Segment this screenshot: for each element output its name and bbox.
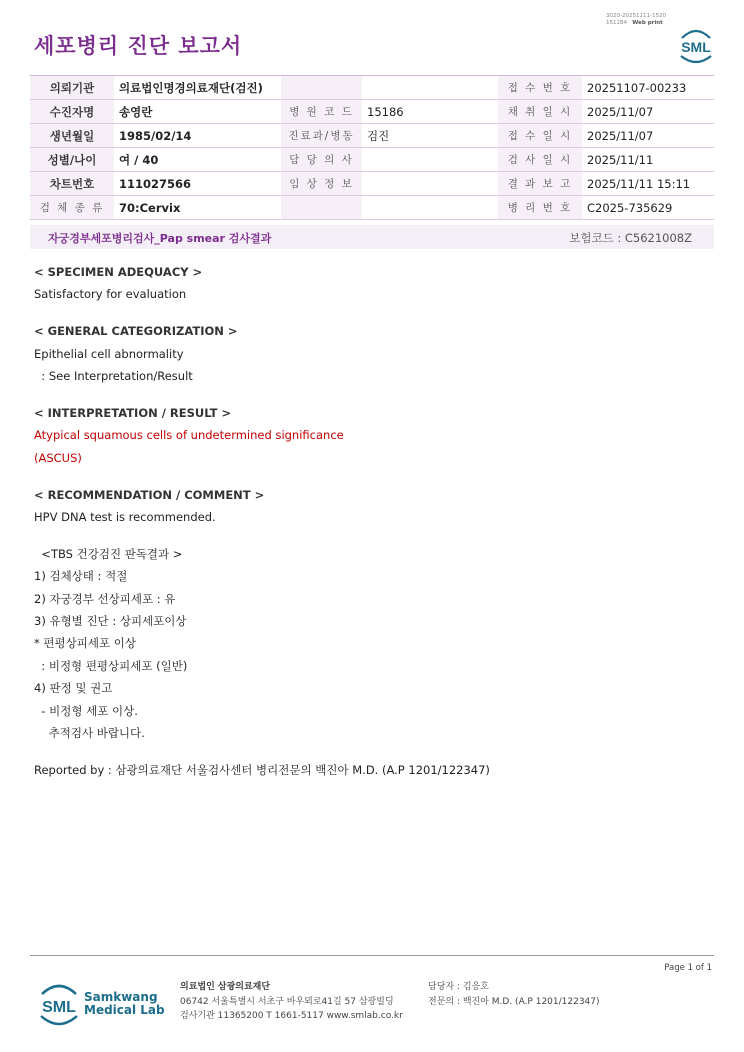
info-value: 검진: [362, 124, 498, 148]
exam-title: 자궁경부세포병리검사_Pap smear 검사결과: [48, 232, 272, 245]
info-value: [362, 76, 498, 100]
report-body: [34, 261, 714, 781]
info-value: 1985/02/14: [114, 124, 281, 148]
patient-info-table: [30, 75, 714, 220]
tbs-line-5: : 비정형 편평상피세포 (일반): [34, 658, 188, 673]
info-value: [362, 172, 498, 196]
footer-logo-text: SML: [42, 999, 76, 1016]
tbs-line-2: 2) 자궁경부 선상피세포 : 유: [34, 591, 176, 606]
info-label: 생년월일: [30, 124, 114, 148]
info-label: 접 수 번 호: [498, 76, 582, 100]
info-label: 성별/나이: [30, 148, 114, 172]
info-value: 여 / 40: [114, 148, 281, 172]
footer-staff-info: [428, 980, 600, 1009]
info-row: [30, 100, 714, 124]
info-label: 진료과/병동: [281, 124, 362, 148]
footer-org-info: [180, 980, 403, 1024]
info-value: 2025/11/07: [582, 100, 714, 124]
info-label: 차트번호: [30, 172, 114, 196]
brand-line-2: Medical Lab: [84, 1003, 165, 1017]
adequacy-text: Satisfactory for evaluation: [34, 287, 187, 302]
info-value: [362, 148, 498, 172]
logo-text: SML: [681, 39, 711, 55]
info-value: C2025-735629: [582, 196, 714, 220]
info-label: 병 원 코 드: [281, 100, 362, 124]
general-text-2: : See Interpretation/Result: [34, 369, 193, 384]
footer-contact: 검사기관 11365200 T 1661-5117 www.smlab.co.kr: [180, 1011, 403, 1021]
info-row: [30, 124, 714, 148]
info-label: 검 사 일 시: [498, 148, 582, 172]
info-row: [30, 76, 714, 100]
reported-by: Reported by : 삼광의료재단 서울검사센터 병리전문의 백진아 M.D. (A.P 1201/122347): [34, 762, 490, 777]
document-id: [606, 13, 666, 27]
info-label: [281, 196, 362, 220]
tbs-line-6: 4) 판정 및 권고: [34, 681, 113, 696]
info-label: 담 당 의 사: [281, 148, 362, 172]
sml-logo-icon: [676, 26, 716, 64]
brand-name: [84, 991, 165, 1017]
footer-org: 의료법인 삼광의료재단: [180, 982, 271, 992]
footer-manager: 담당자 : 김응호: [428, 982, 489, 992]
info-value: 의료법인명경의료재단(검진): [114, 76, 281, 100]
info-value: 2025/11/11: [582, 148, 714, 172]
info-label: 임 상 정 보: [281, 172, 362, 196]
info-label: 병 리 번 호: [498, 196, 582, 220]
doc-id-line2: 151284: [606, 20, 627, 26]
info-label: 수진자명: [30, 100, 114, 124]
general-text-1: Epithelial cell abnormality: [34, 346, 184, 361]
tbs-header: <TBS 건강검진 판독결과 >: [34, 546, 183, 561]
interpretation-header: < INTERPRETATION / RESULT >: [34, 405, 232, 420]
info-row: [30, 148, 714, 172]
info-label: 접 수 일 시: [498, 124, 582, 148]
interpretation-text-1: Atypical squamous cells of undetermined significance: [34, 428, 344, 443]
general-header: < GENERAL CATEGORIZATION >: [34, 324, 238, 339]
info-row: [30, 196, 714, 220]
info-value: 20251107-00233: [582, 76, 714, 100]
info-value: 111027566: [114, 172, 281, 196]
page-number: Page 1 of 1: [664, 963, 712, 973]
info-value: [362, 196, 498, 220]
exam-title-bar: [30, 225, 714, 249]
page-title: 세포병리 진단 보고서: [34, 34, 243, 58]
recommendation-text: HPV DNA test is recommended.: [34, 510, 216, 525]
tbs-line-7: - 비정형 세포 이상.: [34, 703, 138, 718]
sml-footer-logo-icon: [36, 980, 82, 1028]
recommendation-header: < RECOMMENDATION / COMMENT >: [34, 487, 265, 502]
footer-address: 06742 서울특별시 서초구 바우뫼로41길 57 삼광빌딩: [180, 996, 394, 1007]
tbs-line-3: 3) 유형별 진단 : 상피세포이상: [34, 614, 187, 629]
info-row: [30, 172, 714, 196]
web-print-label: Web print: [632, 20, 663, 26]
adequacy-header: < SPECIMEN ADEQUACY >: [34, 265, 203, 279]
info-label: 의뢰기관: [30, 76, 114, 100]
info-value: 송영란: [114, 100, 281, 124]
info-label: 검 체 종 류: [30, 196, 114, 220]
info-value: 2025/11/07: [582, 124, 714, 148]
tbs-line-4: * 편평상피세포 이상: [34, 636, 136, 651]
tbs-line-8: 추적검사 바랍니다.: [34, 726, 145, 741]
interpretation-text-2: (ASCUS): [34, 450, 82, 465]
info-label: 채 취 일 시: [498, 100, 582, 124]
tbs-line-1: 1) 검체상태 : 적절: [34, 569, 128, 584]
footer-specialist: 전문의 : 백진아 M.D. (A.P 1201/122347): [428, 996, 600, 1007]
doc-id-line1: 3020-20251111-1520: [606, 13, 666, 19]
footer-divider: [30, 955, 714, 956]
insurance-code: 보험코드 : C5621008Z: [569, 231, 692, 245]
info-label: [281, 76, 362, 100]
info-value: 70:Cervix: [114, 196, 281, 220]
info-label: 결 과 보 고: [498, 172, 582, 196]
info-value: 2025/11/11 15:11: [582, 172, 714, 196]
brand-line-1: Samkwang: [84, 990, 158, 1004]
info-value: 15186: [362, 100, 498, 124]
